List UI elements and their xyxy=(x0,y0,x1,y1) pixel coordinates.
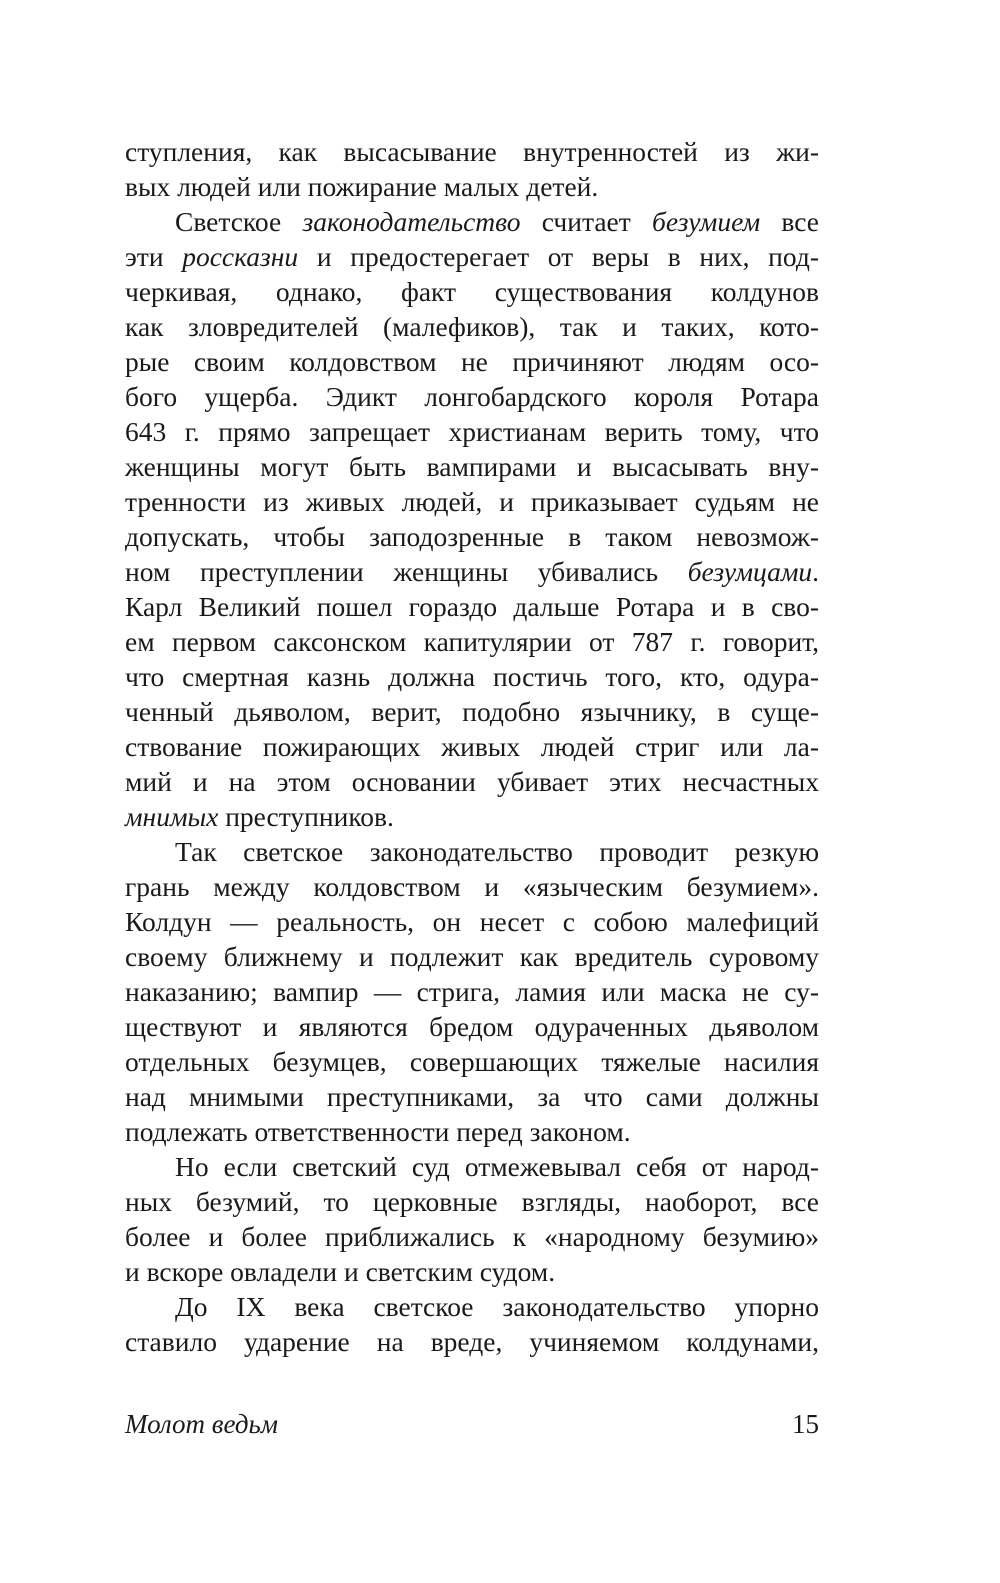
text-line: отдельных безумцев, совершающих тяжелые насилия xyxy=(125,1046,819,1077)
text-line: ем первом саксонском капитулярии от 787 г. говорит, xyxy=(125,626,819,657)
text-line: ных безумий, то церковные взгляды, наоборот, все xyxy=(125,1186,819,1217)
text-line: Так светское законодательство проводит резкую xyxy=(175,836,819,867)
text-line: женщины могут быть вампирами и высасывать вну- xyxy=(125,451,819,482)
page-footer xyxy=(125,1406,819,1442)
text-line: более и более приближались к «народному безумию» xyxy=(125,1221,819,1252)
text-line: что смертная казнь должна постичь того, кто, одура- xyxy=(125,661,819,692)
text-line: Но если светский суд отмежевывал себя от народ- xyxy=(175,1151,819,1182)
emphasis: мнимых xyxy=(125,801,219,832)
text-line: ченный дьяволом, верит, подобно язычнику, в суще- xyxy=(125,696,819,727)
text-line: допускать, чтобы заподозренные в таком невозмож- xyxy=(125,521,819,552)
text-line: наказанию; вампир — стрига, ламия или маска не су- xyxy=(125,976,819,1007)
text-line: ном преступлении женщины убивались безумцами. xyxy=(125,556,819,587)
text-line: мнимых преступников. xyxy=(125,801,394,832)
text-line: черкивая, однако, факт существования колдунов xyxy=(125,276,819,307)
text-line: грань между колдовством и «языческим безумием». xyxy=(125,871,819,902)
text-line: Светское законодательство считает безумием все xyxy=(175,206,819,237)
text-line: Карл Великий пошел гораздо дальше Ротара и в сво- xyxy=(125,591,819,622)
text-line: ставило ударение на вреде, учиняемом колдунами, xyxy=(125,1326,819,1357)
text-line: ступления, как высасывание внутренностей из жи- xyxy=(125,136,819,167)
text-line: подлежать ответственности перед законом. xyxy=(125,1116,631,1147)
text-line: ствование пожирающих живых людей стриг или ла- xyxy=(125,731,819,762)
emphasis: безумием xyxy=(652,206,761,237)
text-line: своему ближнему и подлежит как вредитель суровому xyxy=(125,941,819,972)
text-line: Колдун — реальность, он несет с собою малефиций xyxy=(125,906,819,937)
text-line: рые своим колдовством не причиняют людям осо- xyxy=(125,346,819,377)
text-line: над мнимыми преступниками, за что сами должны xyxy=(125,1081,819,1112)
text-line: тренности из живых людей, и приказывает судьям не xyxy=(125,486,819,517)
emphasis: законодательство xyxy=(302,206,521,237)
running-title: Молот ведьм xyxy=(125,1409,278,1439)
text-line: как зловредителей (малефиков), так и таких, кото- xyxy=(125,311,819,342)
emphasis: россказни xyxy=(182,241,299,272)
text-line: бого ущерба. Эдикт лонгобардского короля Ротара xyxy=(125,381,819,412)
text-line: и вскоре овладели и светским судом. xyxy=(125,1256,556,1287)
text-line: ществуют и являются бредом одураченных дьяволом xyxy=(125,1011,819,1042)
text-line: 643 г. прямо запрещает христианам верить тому, что xyxy=(125,416,819,447)
body-text xyxy=(125,134,819,1359)
text-line: эти россказни и предостерегает от веры в них, под- xyxy=(125,241,819,272)
page-number: 15 xyxy=(792,1409,819,1439)
text-line: мий и на этом основании убивает этих несчастных xyxy=(125,766,819,797)
text-line: вых людей или пожирание малых детей. xyxy=(125,171,599,202)
emphasis: безумцами xyxy=(687,556,813,587)
text-line: До IX века светское законодательство упорно xyxy=(175,1291,819,1322)
